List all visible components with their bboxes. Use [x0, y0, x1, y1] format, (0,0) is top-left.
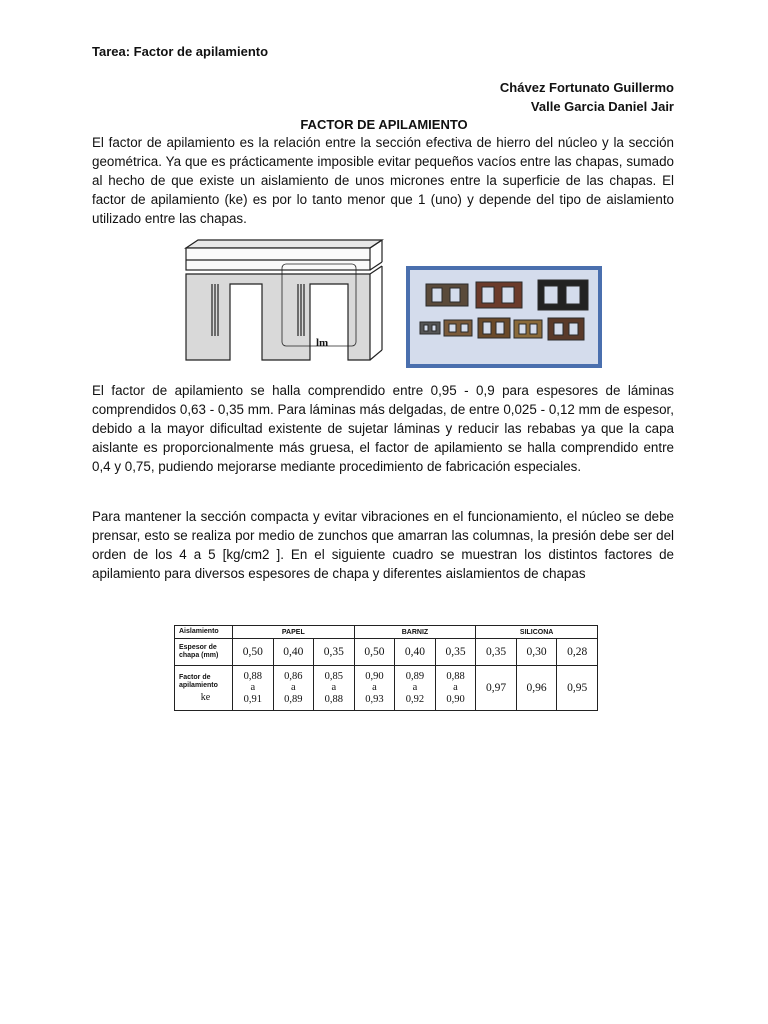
author-name-2: Valle Garcia Daniel Jair: [530, 99, 674, 114]
table-row: [175, 666, 598, 711]
section-heading: FACTOR DE APILAMIENTO: [300, 117, 468, 132]
range-to: 0,91: [243, 693, 262, 705]
paragraph-range: El factor de apilamiento se halla comprendido entre 0,95 - 0,9 para espesores de láminas comprendidos 0,63 - 0,35 mm. Para láminas más delgadas, de entre 0,025 - 0,12 mm de espesor, debido a la mayor dificultad existente de sujetar láminas y reducir las rebabas ya que la capa aislante es proporcionalmente más gruesa, el factor de apilamiento se halla comprendido entre 0,4 y 0,75, pudiendo mejorarse mediante procedimiento de fabricación especiales.: [92, 383, 674, 474]
table-cell: 0,28: [557, 639, 598, 666]
laminations-photo: [406, 266, 602, 368]
table-cell: 0,97: [476, 666, 517, 711]
range-from: 0,86: [284, 670, 303, 682]
range-from: 0,89: [405, 670, 425, 682]
ke-label: ke: [200, 692, 211, 703]
factor-label: Factor de apilamiento: [179, 674, 218, 689]
table-row-label: Espesor de chapa (mm): [175, 639, 233, 666]
range-from: 0,88: [243, 670, 262, 682]
table-cell: [435, 666, 476, 711]
table-cell: 0,50: [354, 639, 395, 666]
range-sep: a: [412, 682, 418, 694]
range-sep: a: [290, 682, 296, 694]
core-diagram: [182, 236, 384, 368]
table-cell: [273, 666, 314, 711]
group-header: PAPEL: [233, 626, 355, 639]
range-to: 0,89: [284, 693, 303, 705]
range-from: 0,88: [446, 670, 465, 682]
table-cell: [314, 666, 355, 711]
range-to: 0,93: [365, 693, 384, 705]
group-header: BARNIZ: [354, 626, 476, 639]
table-cell: 0,40: [395, 639, 436, 666]
paragraph-pressing: Para mantener la sección compacta y evitar vibraciones en el funcionamiento, el núcleo se debe prensar, esto se realiza por medio de zunchos que amarran las columnas, la presión debe ser del orden de los 4 a 5 [kg/cm2 ]. En el siguiente cuadro se muestran los distintos factores de apilamiento para diversos espesores de chapa y diferentes aislamientos de chapas: [92, 509, 674, 581]
table-cell: 0,35: [314, 639, 355, 666]
author-name-1: Chávez Fortunato Guillermo: [499, 80, 674, 95]
table-cell: 0,95: [557, 666, 598, 711]
table-cell: 0,35: [435, 639, 476, 666]
group-header: SILICONA: [476, 626, 598, 639]
table-cell: 0,40: [273, 639, 314, 666]
table-row-label: [175, 666, 233, 711]
table-cell: 0,96: [516, 666, 557, 711]
table-cell: 0,35: [476, 639, 517, 666]
table-header-row: [175, 626, 598, 639]
range-sep: a: [372, 682, 377, 694]
table-cell: 0,50: [233, 639, 274, 666]
table-cell: 0,30: [516, 639, 557, 666]
range-from: 0,90: [365, 670, 384, 682]
range-sep: a: [331, 682, 337, 694]
stacking-factor-table: [174, 625, 598, 711]
table-row-label: Aislamiento: [175, 626, 233, 639]
range-to: 0,90: [446, 693, 465, 705]
table-cell: [233, 666, 274, 711]
task-title: Tarea: Factor de apilamiento: [92, 44, 269, 59]
table-cell: [354, 666, 395, 711]
paragraph-definition: El factor de apilamiento es la relación entre la sección efectiva de hierro del núcleo y la sección geométrica. Ya que es prácticamente imposible evitar pequeños vacíos entre las chapas, sumado al hecho de que existe un aislamiento de unos micrones entre la superficie de las chapas. El factor de apilamiento (ke) es por lo tanto menor que 1 (uno) y depende del tipo de aislamiento utilizado entre las chapas.: [92, 135, 674, 226]
range-to: 0,92: [405, 693, 425, 705]
range-from: 0,85: [324, 670, 344, 682]
range-sep: a: [453, 682, 458, 694]
table-cell: [395, 666, 436, 711]
range-to: 0,88: [324, 693, 344, 705]
lm-label: lm: [316, 337, 329, 349]
range-sep: a: [250, 682, 256, 694]
table-row: [175, 639, 598, 666]
